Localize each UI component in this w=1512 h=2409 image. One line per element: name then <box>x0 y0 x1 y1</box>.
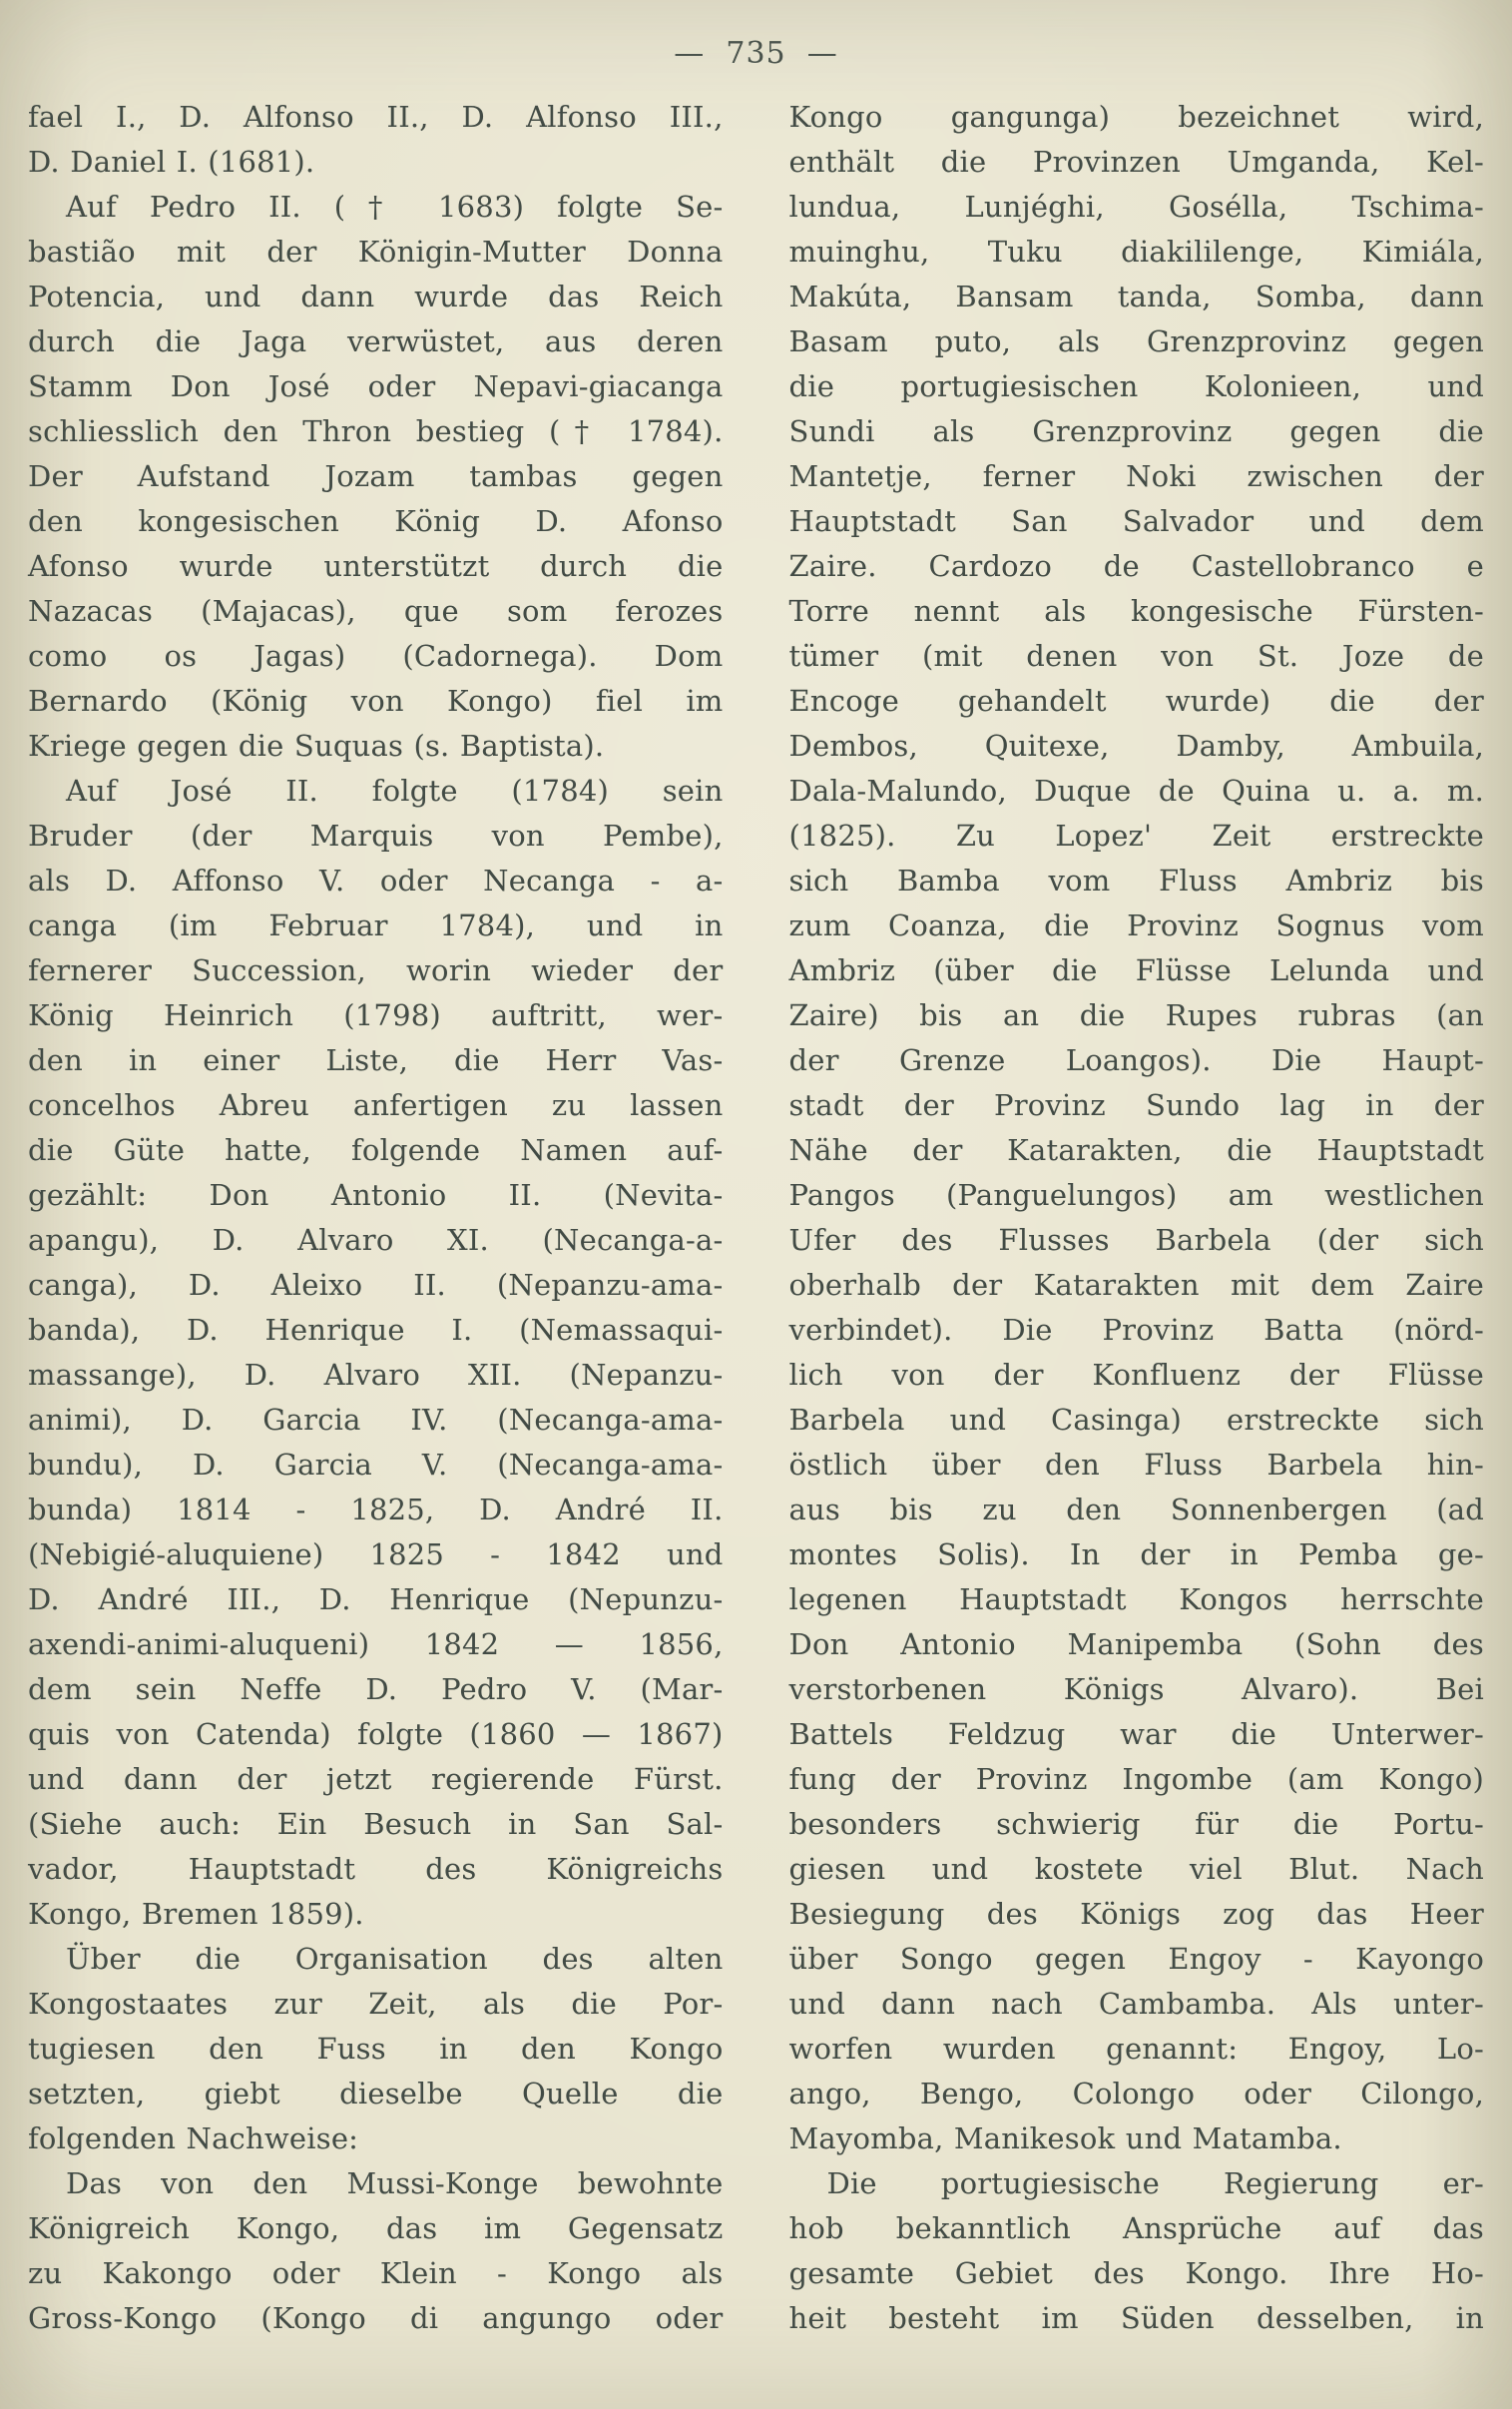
text-line: sich Bamba vom Fluss Ambriz bis <box>788 864 1484 898</box>
text-line: setzten, giebt dieselbe Quelle die <box>28 2077 724 2110</box>
text-line: canga (im Februar 1784), und in <box>28 908 724 942</box>
text-line: durch die Jaga verwüstet, aus deren <box>28 324 724 358</box>
text-line: Das von den Mussi-Konge bewohnte <box>66 2166 724 2200</box>
text-line: stadt der Provinz Sundo lag in der <box>788 1088 1484 1122</box>
text-line: Kongo, Bremen 1859). <box>28 1897 364 1931</box>
text-line: D. Daniel I. (1681). <box>28 145 315 179</box>
left-column <box>28 95 724 2341</box>
text-line: Nähe der Katarakten, die Hauptstadt <box>788 1133 1484 1167</box>
text-line: Kongo gangunga) bezeichnet wird, <box>788 100 1484 134</box>
text-line: Kongostaates zur Zeit, als die Por- <box>28 1987 724 2021</box>
text-line: apangu), D. Alvaro XI. (Necanga-a- <box>28 1223 724 1257</box>
text-line: Afonso wurde unterstützt durch die <box>28 549 724 583</box>
text-line: canga), D. Aleixo II. (Nepanzu-ama- <box>28 1268 724 1302</box>
text-line: Zaire) bis an die Rupes rubras (an <box>788 998 1484 1032</box>
text-line: Basam puto, als Grenzprovinz gegen <box>788 324 1484 358</box>
text-line: (Nebigié-aluquiene) 1825 - 1842 und <box>28 1537 724 1571</box>
text-line: Battels Feldzug war die Unterwer- <box>788 1717 1484 1751</box>
text-line: D. André III., D. Henrique (Nepunzu- <box>28 1582 724 1616</box>
text-line: Ambriz (über die Flüsse Lelunda und <box>788 953 1484 987</box>
text-line: axendi-animi-aluqueni) 1842 — 1856, <box>28 1627 724 1661</box>
text-line: (1825). Zu Lopez' Zeit erstreckte <box>788 819 1484 853</box>
text-line: gezählt: Don Antonio II. (Nevita- <box>28 1178 724 1212</box>
text-line: bundu), D. Garcia V. (Necanga-ama- <box>28 1448 724 1482</box>
text-line: tugiesen den Fuss in den Kongo <box>28 2032 724 2066</box>
text-line: animi), D. Garcia IV. (Necanga-ama- <box>28 1403 724 1437</box>
text-line: Encoge gehandelt wurde) die der <box>788 684 1484 718</box>
text-line: Bernardo (König von Kongo) fiel im <box>28 684 724 718</box>
text-line: Bruder (der Marquis von Pembe), <box>28 819 724 853</box>
text-line: vador, Hauptstadt des Königreichs <box>28 1852 724 1886</box>
text-line: folgenden Nachweise: <box>28 2121 359 2155</box>
text-line: Über die Organisation des alten <box>66 1942 724 1976</box>
text-line: legenen Hauptstadt Kongos herrschte <box>788 1582 1484 1616</box>
text-line: fernerer Succession, worin wieder der <box>28 953 724 987</box>
text-line: fael I., D. Alfonso II., D. Alfonso III., <box>28 100 724 134</box>
text-line: worfen wurden genannt: Engoy, Lo- <box>788 2032 1484 2066</box>
text-line: die Güte hatte, folgende Namen auf- <box>28 1133 724 1167</box>
text-line: Dala-Malundo, Duque de Quina u. a. m. <box>788 774 1484 808</box>
text-line: aus bis zu den Sonnenbergen (ad <box>788 1493 1484 1526</box>
text-line: die portugiesischen Kolonieen, und <box>788 369 1484 403</box>
text-line: den in einer Liste, die Herr Vas- <box>28 1043 724 1077</box>
text-line: Mayomba, Manikesok und Matamba. <box>788 2121 1342 2155</box>
text-line: Kriege gegen die Suquas (s. Baptista). <box>28 729 605 763</box>
text-line: Don Antonio Manipemba (Sohn des <box>788 1627 1484 1661</box>
text-line: Nazacas (Majacas), que som ferozes <box>28 594 724 628</box>
text-line: Auf José II. folgte (1784) sein <box>66 774 724 808</box>
text-line: quis von Catenda) folgte (1860 — 1867) <box>28 1717 724 1751</box>
right-column <box>789 95 1485 2341</box>
text-columns <box>28 95 1484 2341</box>
text-line: zum Coanza, die Provinz Sognus vom <box>788 908 1484 942</box>
text-line: dem sein Neffe D. Pedro V. (Mar- <box>28 1672 724 1706</box>
text-line: und dann nach Cambamba. Als unter- <box>788 1987 1484 2021</box>
text-line: hob bekanntlich Ansprüche auf das <box>788 2211 1484 2245</box>
text-line: als D. Affonso V. oder Necanga - a- <box>28 864 724 898</box>
text-line: lich von der Konfluenz der Flüsse <box>788 1358 1484 1392</box>
text-line: verstorbenen Königs Alvaro). Bei <box>788 1672 1484 1706</box>
text-line: lundua, Lunjéghi, Gosélla, Tschima- <box>788 190 1484 224</box>
text-line: giesen und kostete viel Blut. Nach <box>788 1852 1484 1886</box>
text-line: Pangos (Panguelungos) am westlichen <box>788 1178 1484 1212</box>
text-line: Sundi als Grenzprovinz gegen die <box>788 414 1484 448</box>
text-line: über Songo gegen Engoy - Kayongo <box>788 1942 1484 1976</box>
page-number: — 735 — <box>674 36 838 71</box>
text-line: bunda) 1814 - 1825, D. André II. <box>28 1493 724 1526</box>
text-line: ango, Bengo, Colongo oder Cilongo, <box>788 2077 1484 2110</box>
text-line: zu Kakongo oder Klein - Kongo als <box>28 2256 724 2290</box>
text-line: Makúta, Bansam tanda, Somba, dann <box>788 280 1484 313</box>
text-line: Ufer des Flusses Barbela (der sich <box>788 1223 1484 1257</box>
text-line: Gross-Kongo (Kongo di angungo oder <box>28 2301 724 2335</box>
text-line: como os Jagas) (Cadornega). Dom <box>28 639 724 673</box>
text-line: Die portugiesische Regierung er- <box>826 2166 1484 2200</box>
text-line: Königreich Kongo, das im Gegensatz <box>28 2211 724 2245</box>
text-line: montes Solis). In der in Pemba ge- <box>788 1537 1484 1571</box>
text-line: muinghu, Tuku diakililenge, Kimiála, <box>788 235 1484 269</box>
text-line: Dembos, Quitexe, Damby, Ambuila, <box>788 729 1484 763</box>
text-line: schliesslich den Thron bestieg († 1784). <box>28 414 724 448</box>
text-line: besonders schwierig für die Portu- <box>788 1807 1484 1841</box>
text-line: Torre nennt als kongesische Fürsten- <box>788 594 1484 628</box>
text-line: enthält die Provinzen Umganda, Kel- <box>788 145 1484 179</box>
text-line: bastião mit der Königin-Mutter Donna <box>28 235 724 269</box>
text-line: fung der Provinz Ingombe (am Kongo) <box>788 1762 1484 1796</box>
text-line: Besiegung des Königs zog das Heer <box>788 1897 1484 1931</box>
text-line: den kongesischen König D. Afonso <box>28 504 724 538</box>
text-line: und dann der jetzt regierende Fürst. <box>28 1762 724 1796</box>
text-line: Mantetje, ferner Noki zwischen der <box>788 459 1484 493</box>
text-line: Potencia, und dann wurde das Reich <box>28 280 724 313</box>
text-line: östlich über den Fluss Barbela hin- <box>788 1448 1484 1482</box>
text-line: banda), D. Henrique I. (Nemassaqui- <box>28 1313 724 1347</box>
text-line: heit besteht im Süden desselben, in <box>788 2301 1484 2335</box>
text-line: Der Aufstand Jozam tambas gegen <box>28 459 724 493</box>
text-line: Stamm Don José oder Nepavi-giacanga <box>28 369 724 403</box>
text-line: massange), D. Alvaro XII. (Nepanzu- <box>28 1358 724 1392</box>
text-line: concelhos Abreu anfertigen zu lassen <box>28 1088 724 1122</box>
text-line: König Heinrich (1798) auftritt, wer- <box>28 998 724 1032</box>
text-line: Barbela und Casinga) erstreckte sich <box>788 1403 1484 1437</box>
text-line: Zaire. Cardozo de Castellobranco e <box>788 549 1484 583</box>
text-line: tümer (mit denen von St. Joze de <box>788 639 1484 673</box>
text-line: oberhalb der Katarakten mit dem Zaire <box>788 1268 1484 1302</box>
text-line: Hauptstadt San Salvador und dem <box>788 504 1484 538</box>
text-line: der Grenze Loangos). Die Haupt- <box>788 1043 1484 1077</box>
text-line: (Siehe auch: Ein Besuch in San Sal- <box>28 1807 724 1841</box>
text-line: Auf Pedro II. († 1683) folgte Se- <box>66 190 724 224</box>
text-line: verbindet). Die Provinz Batta (nörd- <box>788 1313 1484 1347</box>
text-line: gesamte Gebiet des Kongo. Ihre Ho- <box>788 2256 1484 2290</box>
